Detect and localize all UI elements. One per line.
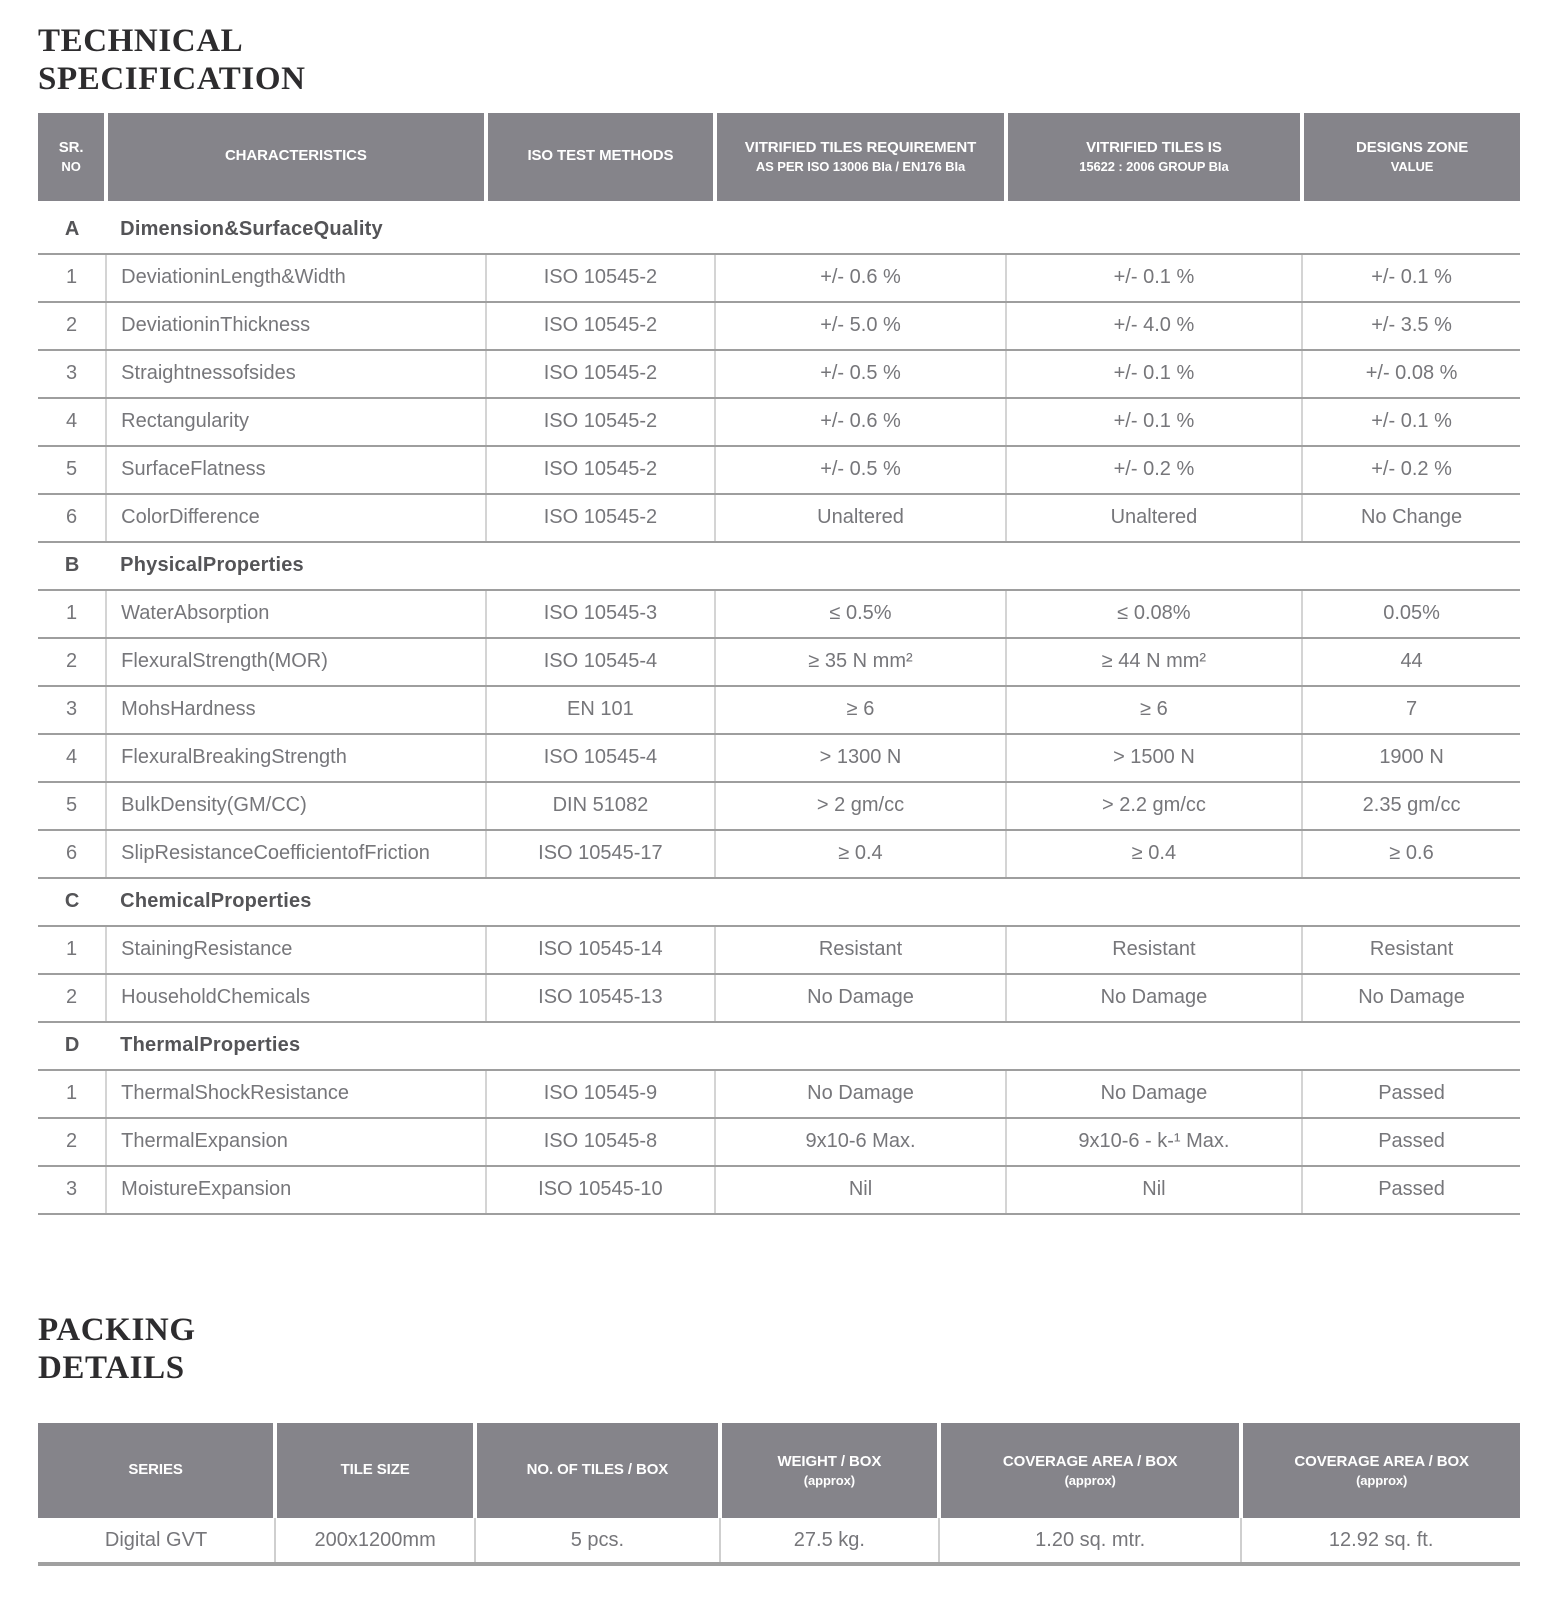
designs-zone-value-cell: 2.35 gm/cc <box>1302 782 1520 830</box>
sr-no-cell: 3 <box>38 686 106 734</box>
is-value-cell: No Damage <box>1006 974 1302 1022</box>
packing-table-bottom-rule <box>38 1562 1520 1566</box>
packing-column-header: COVERAGE AREA / BOX (approx) <box>1241 1423 1520 1518</box>
iso-method-cell: EN 101 <box>486 686 716 734</box>
requirement-value-cell: ≥ 0.4 <box>715 830 1005 878</box>
characteristic-cell: StainingResistance <box>106 926 485 974</box>
is-value-cell: ≥ 0.4 <box>1006 830 1302 878</box>
tile-size-cell: 200x1200mm <box>275 1518 475 1562</box>
sr-no-cell: 5 <box>38 446 106 494</box>
iso-method-cell: ISO 10545-14 <box>486 926 716 974</box>
is-value-cell: ≥ 6 <box>1006 686 1302 734</box>
designs-zone-value-cell: Passed <box>1302 1070 1520 1118</box>
iso-method-cell: ISO 10545-2 <box>486 350 716 398</box>
sr-no-cell: 3 <box>38 350 106 398</box>
characteristic-cell: MoistureExpansion <box>106 1166 485 1214</box>
sr-no-cell: 2 <box>38 1118 106 1166</box>
requirement-value-cell: ≥ 6 <box>715 686 1005 734</box>
designs-zone-value-cell: No Damage <box>1302 974 1520 1022</box>
requirement-value-cell: No Damage <box>715 974 1005 1022</box>
section-letter: C <box>38 878 106 926</box>
packing-details-title-line2: DETAILS <box>38 1349 185 1386</box>
packing-table-body <box>38 1518 1520 1562</box>
sr-no-cell: 4 <box>38 734 106 782</box>
sr-no-cell: 1 <box>38 254 106 302</box>
designs-zone-value-cell: 7 <box>1302 686 1520 734</box>
technical-specification-title-line2: SPECIFICATION <box>38 61 306 98</box>
spec-data-row <box>38 734 1520 782</box>
requirement-value-cell: +/- 5.0 % <box>715 302 1005 350</box>
iso-method-cell: ISO 10545-13 <box>486 974 716 1022</box>
characteristic-cell: SurfaceFlatness <box>106 446 485 494</box>
is-value-cell: +/- 0.2 % <box>1006 446 1302 494</box>
designs-zone-value-cell: 0.05% <box>1302 590 1520 638</box>
is-value-cell: Resistant <box>1006 926 1302 974</box>
iso-method-cell: ISO 10545-3 <box>486 590 716 638</box>
iso-method-cell: ISO 10545-17 <box>486 830 716 878</box>
packing-data-row <box>38 1518 1520 1562</box>
section-letter: B <box>38 542 106 590</box>
requirement-value-cell: Unaltered <box>715 494 1005 542</box>
designs-zone-value-cell: +/- 0.08 % <box>1302 350 1520 398</box>
spec-data-row <box>38 590 1520 638</box>
characteristic-cell: BulkDensity(GM/CC) <box>106 782 485 830</box>
section-header-row <box>38 878 1520 926</box>
section-title: Dimension&SurfaceQuality <box>106 204 1520 254</box>
spec-column-header: DESIGNS ZONE VALUE <box>1302 113 1520 204</box>
characteristic-cell: ThermalShockResistance <box>106 1070 485 1118</box>
is-value-cell: ≤ 0.08% <box>1006 590 1302 638</box>
iso-method-cell: ISO 10545-2 <box>486 446 716 494</box>
designs-zone-value-cell: +/- 0.1 % <box>1302 254 1520 302</box>
designs-zone-value-cell: Resistant <box>1302 926 1520 974</box>
requirement-value-cell: +/- 0.6 % <box>715 254 1005 302</box>
designs-zone-value-cell: Passed <box>1302 1118 1520 1166</box>
spec-data-row <box>38 302 1520 350</box>
sr-no-cell: 1 <box>38 926 106 974</box>
iso-method-cell: ISO 10545-2 <box>486 494 716 542</box>
sr-no-cell: 5 <box>38 782 106 830</box>
sr-no-cell: 2 <box>38 638 106 686</box>
tiles-per-box-cell: 5 pcs. <box>475 1518 720 1562</box>
iso-method-cell: ISO 10545-10 <box>486 1166 716 1214</box>
spec-column-header: ISO TEST METHODS <box>486 113 716 204</box>
requirement-value-cell: +/- 0.6 % <box>715 398 1005 446</box>
designs-zone-value-cell: +/- 3.5 % <box>1302 302 1520 350</box>
spec-data-row <box>38 782 1520 830</box>
designs-zone-value-cell: 44 <box>1302 638 1520 686</box>
packing-details-title <box>38 1311 1520 1388</box>
spec-data-row <box>38 926 1520 974</box>
iso-method-cell: DIN 51082 <box>486 782 716 830</box>
sr-no-cell: 6 <box>38 830 106 878</box>
spec-data-row <box>38 494 1520 542</box>
characteristic-cell: WaterAbsorption <box>106 590 485 638</box>
is-value-cell: +/- 0.1 % <box>1006 350 1302 398</box>
requirement-value-cell: > 1300 N <box>715 734 1005 782</box>
spec-column-header: SR. NO <box>38 113 106 204</box>
characteristic-cell: Rectangularity <box>106 398 485 446</box>
spec-column-header: CHARACTERISTICS <box>106 113 485 204</box>
section-letter: D <box>38 1022 106 1070</box>
characteristic-cell: SlipResistanceCoefficientofFriction <box>106 830 485 878</box>
is-value-cell: > 1500 N <box>1006 734 1302 782</box>
section-title: ThermalProperties <box>106 1022 1520 1070</box>
weight-per-box-cell: 27.5 kg. <box>720 1518 939 1562</box>
characteristic-cell: DeviationinThickness <box>106 302 485 350</box>
spec-column-header: VITRIFIED TILES REQUIREMENT AS PER ISO 13006 BIa / EN176 BIa <box>715 113 1005 204</box>
characteristic-cell: Straightnessofsides <box>106 350 485 398</box>
technical-specification-table <box>38 113 1520 1215</box>
characteristic-cell: FlexuralStrength(MOR) <box>106 638 485 686</box>
sr-no-cell: 2 <box>38 974 106 1022</box>
spec-column-header: VITRIFIED TILES IS 15622 : 2006 GROUP BIa <box>1006 113 1302 204</box>
iso-method-cell: ISO 10545-4 <box>486 734 716 782</box>
iso-method-cell: ISO 10545-8 <box>486 1118 716 1166</box>
iso-method-cell: ISO 10545-9 <box>486 1070 716 1118</box>
packing-column-header: COVERAGE AREA / BOX (approx) <box>939 1423 1241 1518</box>
characteristic-cell: HouseholdChemicals <box>106 974 485 1022</box>
spec-data-row <box>38 1070 1520 1118</box>
packing-column-header: NO. OF TILES / BOX <box>475 1423 720 1518</box>
requirement-value-cell: No Damage <box>715 1070 1005 1118</box>
requirement-value-cell: Resistant <box>715 926 1005 974</box>
section-header-row <box>38 542 1520 590</box>
spec-data-row <box>38 638 1520 686</box>
section-letter: A <box>38 204 106 254</box>
section-title: ChemicalProperties <box>106 878 1520 926</box>
spec-data-row <box>38 686 1520 734</box>
characteristic-cell: MohsHardness <box>106 686 485 734</box>
spec-data-row <box>38 446 1520 494</box>
designs-zone-value-cell: No Change <box>1302 494 1520 542</box>
packing-details-title-line1: PACKING <box>38 1311 196 1348</box>
is-value-cell: +/- 0.1 % <box>1006 398 1302 446</box>
spec-data-row <box>38 830 1520 878</box>
characteristic-cell: ThermalExpansion <box>106 1118 485 1166</box>
spec-data-row <box>38 1166 1520 1214</box>
iso-method-cell: ISO 10545-2 <box>486 254 716 302</box>
spec-data-row <box>38 254 1520 302</box>
sr-no-cell: 1 <box>38 590 106 638</box>
spec-data-row <box>38 350 1520 398</box>
designs-zone-value-cell: 1900 N <box>1302 734 1520 782</box>
requirement-value-cell: > 2 gm/cc <box>715 782 1005 830</box>
is-value-cell: Unaltered <box>1006 494 1302 542</box>
spec-data-row <box>38 398 1520 446</box>
sr-no-cell: 4 <box>38 398 106 446</box>
section-title: PhysicalProperties <box>106 542 1520 590</box>
requirement-value-cell: Nil <box>715 1166 1005 1214</box>
sr-no-cell: 3 <box>38 1166 106 1214</box>
series-cell: Digital GVT <box>104 1528 208 1551</box>
characteristic-cell: FlexuralBreakingStrength <box>106 734 485 782</box>
designs-zone-value-cell: +/- 0.2 % <box>1302 446 1520 494</box>
sr-no-cell: 2 <box>38 302 106 350</box>
packing-column-header: WEIGHT / BOX (approx) <box>720 1423 939 1518</box>
designs-zone-value-cell: +/- 0.1 % <box>1302 398 1520 446</box>
section-header-row <box>38 1022 1520 1070</box>
requirement-value-cell: ≥ 35 N mm² <box>715 638 1005 686</box>
requirement-value-cell: 9x10-6 Max. <box>715 1118 1005 1166</box>
technical-specification-title <box>38 22 1520 99</box>
iso-method-cell: ISO 10545-2 <box>486 302 716 350</box>
spec-table-head-row <box>38 113 1520 204</box>
section-header-row <box>38 204 1520 254</box>
is-value-cell: +/- 0.1 % <box>1006 254 1302 302</box>
packing-table-head-row <box>38 1423 1520 1518</box>
coverage-area-mtr-cell: 1.20 sq. mtr. <box>939 1518 1241 1562</box>
spec-data-row <box>38 1118 1520 1166</box>
characteristic-cell: ColorDifference <box>106 494 485 542</box>
spec-table-body <box>38 204 1520 1214</box>
is-value-cell: > 2.2 gm/cc <box>1006 782 1302 830</box>
requirement-value-cell: +/- 0.5 % <box>715 350 1005 398</box>
requirement-value-cell: +/- 0.5 % <box>715 446 1005 494</box>
is-value-cell: Nil <box>1006 1166 1302 1214</box>
is-value-cell: No Damage <box>1006 1070 1302 1118</box>
technical-specification-title-line1: TECHNICAL <box>38 23 244 59</box>
packing-column-header: TILE SIZE <box>275 1423 475 1518</box>
sr-no-cell: 6 <box>38 494 106 542</box>
iso-method-cell: ISO 10545-4 <box>486 638 716 686</box>
designs-zone-value-cell: ≥ 0.6 <box>1302 830 1520 878</box>
characteristic-cell: DeviationinLength&Width <box>106 254 485 302</box>
iso-method-cell: ISO 10545-2 <box>486 398 716 446</box>
designs-zone-value-cell: Passed <box>1302 1166 1520 1214</box>
coverage-area-ft-cell: 12.92 sq. ft. <box>1241 1518 1520 1562</box>
requirement-value-cell: ≤ 0.5% <box>715 590 1005 638</box>
sr-no-cell: 1 <box>38 1070 106 1118</box>
is-value-cell: 9x10-6 - k-¹ Max. <box>1006 1118 1302 1166</box>
packing-details-table <box>38 1423 1520 1562</box>
spec-data-row <box>38 974 1520 1022</box>
is-value-cell: +/- 4.0 % <box>1006 302 1302 350</box>
is-value-cell: ≥ 44 N mm² <box>1006 638 1302 686</box>
packing-column-header: SERIES <box>38 1423 275 1518</box>
